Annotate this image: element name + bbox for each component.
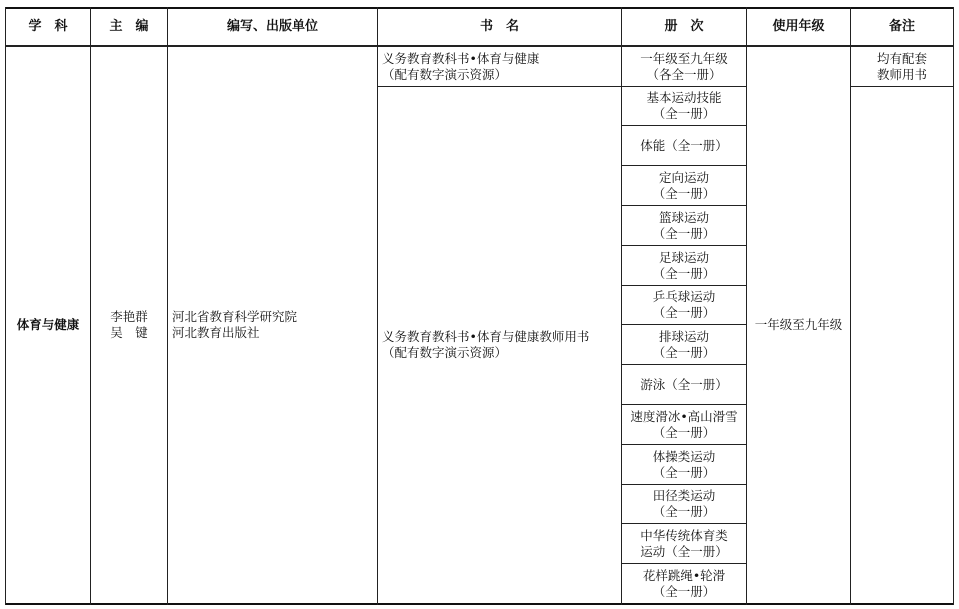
volume-line: 体操类运动 [652, 448, 716, 464]
remark-line: 均有配套 [876, 50, 927, 66]
volume-line: 游泳（全一册） [640, 376, 728, 392]
volume-line: （各全一册） [646, 66, 722, 82]
volume-cell [622, 485, 746, 523]
volume-line: 基本运动技能 [646, 90, 722, 105]
book-title-line: （配有数字演示资源） [382, 345, 508, 360]
volume-cell [622, 47, 746, 86]
volume-line: 足球运动 [658, 249, 709, 265]
volume-line: 排球运动 [658, 328, 709, 344]
book-title-line: 义务教育教科书•体育与健康 [382, 50, 540, 66]
col-border [953, 7, 954, 605]
editors-cell [91, 47, 167, 603]
book-title-teacher [378, 87, 621, 603]
volume-line: 速度滑冰•高山滑雪 [630, 408, 738, 424]
volume-cell [622, 405, 746, 444]
volume-line: （全一册） [652, 185, 716, 201]
volume-line: 定向运动 [658, 169, 709, 185]
subject-cell: 体育与健康 [16, 317, 80, 332]
remark-empty-cell [851, 87, 953, 603]
volume-line: （全一册） [652, 583, 716, 599]
book-title-line: （配有数字演示资源） [382, 66, 508, 82]
volume-line: 篮球运动 [658, 209, 709, 225]
volume-cell [622, 126, 746, 165]
editor-name: 李艳群 [110, 309, 148, 324]
publisher-name: 河北省教育科学研究院 [172, 309, 298, 324]
volume-line: 中华传统体育类 [640, 527, 728, 543]
volume-line: （全一册） [652, 464, 716, 480]
volume-cell [622, 365, 746, 404]
volume-line: （全一册） [652, 265, 716, 281]
volume-line: 一年级至九年级 [640, 50, 728, 66]
volume-cell [622, 87, 746, 125]
header-volume: 册 次 [664, 19, 704, 34]
volume-line: 花样跳绳•轮滑 [642, 567, 726, 583]
volume-cell [622, 445, 746, 484]
publishers-cell [168, 47, 377, 603]
grade-cell: 一年级至九年级 [754, 317, 843, 332]
volume-cell [622, 524, 746, 563]
book-title-student [378, 47, 621, 86]
header-grade: 使用年级 [772, 19, 825, 34]
volume-cell [622, 246, 746, 285]
volume-line: 体能（全一册） [640, 137, 728, 153]
volume-line: （全一册） [652, 424, 716, 440]
volume-cell [622, 206, 746, 245]
remark-cell [851, 47, 953, 86]
volume-line: 运动（全一册） [640, 543, 728, 559]
volume-line: （全一册） [652, 106, 716, 121]
header-subject: 学 科 [28, 19, 68, 34]
editor-name: 吴 键 [110, 325, 148, 340]
book-title-line: 义务教育教科书•体育与健康教师用书 [382, 329, 590, 344]
volume-line: （全一册） [652, 305, 716, 320]
volume-cell [622, 166, 746, 205]
header-title: 书 名 [479, 19, 519, 34]
publisher-name: 河北教育出版社 [172, 325, 260, 340]
remark-line: 教师用书 [876, 66, 927, 82]
volume-cell [622, 325, 746, 364]
volume-line: （全一册） [652, 344, 716, 360]
header-publisher: 编写、出版单位 [226, 19, 318, 34]
table-bottom-border [5, 603, 954, 605]
volume-line: （全一册） [652, 504, 716, 519]
volume-line: 乒乓球运动 [652, 289, 716, 304]
volume-cell [622, 564, 746, 603]
header-editor: 主 编 [109, 19, 149, 34]
volume-line: （全一册） [652, 225, 716, 241]
header-remark: 备注 [888, 19, 915, 34]
volume-line: 田径类运动 [652, 488, 716, 503]
volume-cell [622, 286, 746, 324]
